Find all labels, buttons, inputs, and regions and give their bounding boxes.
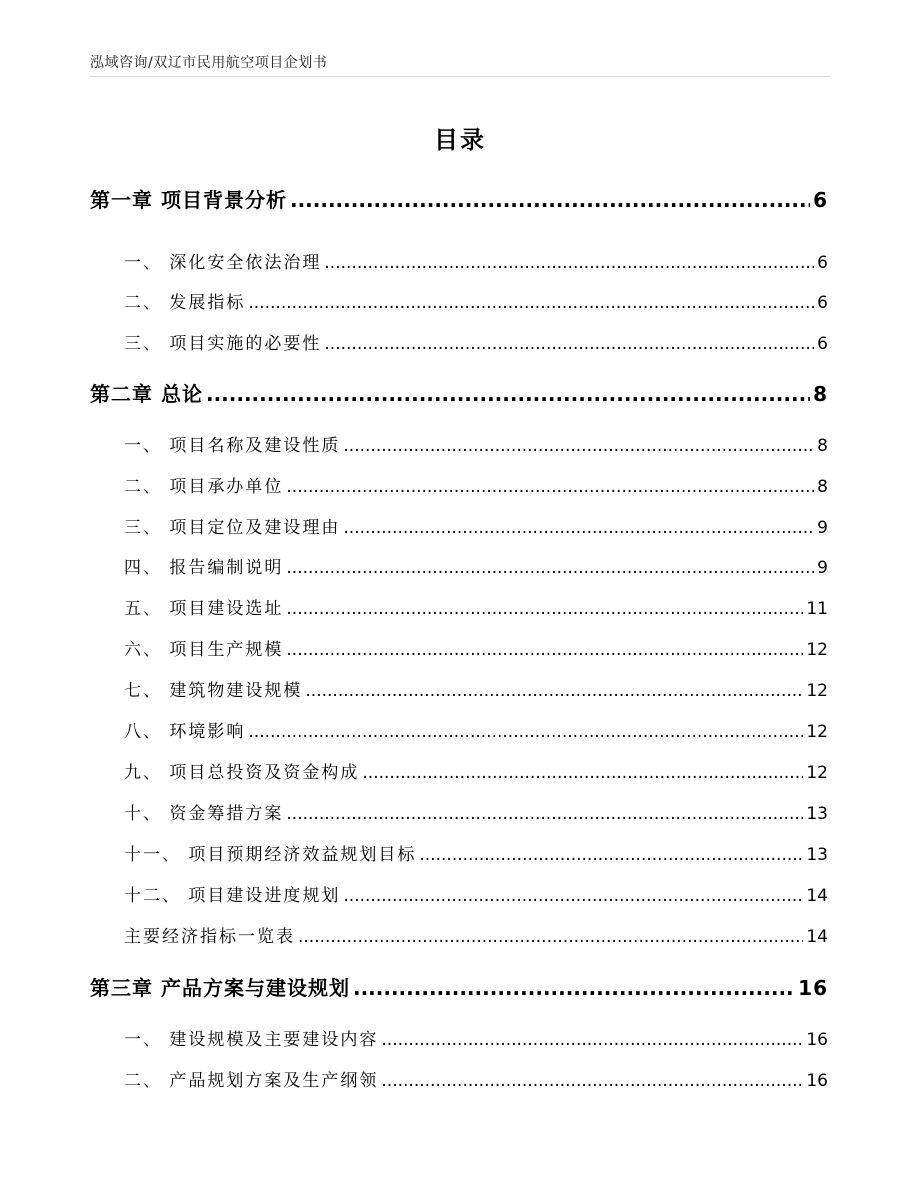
toc-page-number: 9 [817, 518, 828, 538]
toc-entry-label: 四、 报告编制说明 [124, 558, 284, 578]
toc-entry-label: 一、 项目名称及建设性质 [124, 436, 341, 456]
dot-leader [381, 1030, 803, 1050]
toc-section-1-3[interactable] [90, 329, 828, 354]
toc-entry-label: 主要经济指标一览表 [124, 927, 295, 947]
toc-page-number: 8 [817, 436, 828, 456]
toc-section-2-9[interactable] [90, 758, 828, 783]
toc-page-number: 6 [817, 293, 828, 313]
dot-leader [286, 477, 814, 497]
toc-entry-label: 二、 项目承办单位 [124, 477, 284, 497]
toc-entry-label: 第一章 项目背景分析 [90, 188, 287, 212]
header-divider [90, 76, 830, 77]
toc-page-number: 8 [817, 477, 828, 497]
dot-leader [353, 976, 795, 1000]
dot-leader [305, 681, 803, 701]
dot-leader [248, 722, 803, 742]
toc-chapter-3[interactable] [90, 972, 828, 1001]
toc-chapter-1[interactable] [90, 184, 828, 213]
toc-entry-label: 二、 发展指标 [124, 293, 246, 313]
toc-entry-label: 八、 环境影响 [124, 722, 246, 742]
dot-leader [286, 640, 803, 660]
toc-section-2-11[interactable] [90, 840, 828, 865]
toc-section-1-1[interactable] [90, 248, 828, 273]
toc-page-number: 12 [806, 763, 828, 783]
toc-section-2-10[interactable] [90, 799, 828, 824]
toc-page-number: 6 [817, 253, 828, 273]
toc-entry-label: 十二、 项目建设进度规划 [124, 886, 341, 906]
toc-entry-label: 三、 项目实施的必要性 [124, 334, 322, 354]
toc-entry-label: 三、 项目定位及建设理由 [124, 518, 341, 538]
dot-leader [286, 558, 814, 578]
dot-leader [419, 845, 803, 865]
dot-leader [206, 382, 810, 406]
toc-page-number: 13 [806, 845, 828, 865]
toc-page-number: 11 [806, 599, 828, 619]
toc-entry-label: 五、 项目建设选址 [124, 599, 284, 619]
dot-leader [343, 436, 814, 456]
toc-section-2-12[interactable] [90, 881, 828, 906]
toc-section-2-5[interactable] [90, 594, 828, 619]
dot-leader [343, 518, 814, 538]
dot-leader [248, 293, 814, 313]
running-header: 泓域咨询/双辽市民用航空项目企划书 [90, 55, 328, 71]
toc-page-number: 6 [813, 188, 828, 212]
toc-page-number: 12 [806, 640, 828, 660]
toc-entry-label: 二、 产品规划方案及生产纲领 [124, 1071, 379, 1091]
toc-section-3-2[interactable] [90, 1066, 828, 1091]
toc-entry-label: 十一、 项目预期经济效益规划目标 [124, 845, 417, 865]
toc-section-3-1[interactable] [90, 1025, 828, 1050]
toc-page-number: 12 [806, 722, 828, 742]
toc-entry-label: 七、 建筑物建设规模 [124, 681, 303, 701]
toc-entry-label: 一、 建设规模及主要建设内容 [124, 1030, 379, 1050]
toc-chapter-2[interactable] [90, 378, 828, 407]
toc-page-number: 6 [817, 334, 828, 354]
dot-leader [324, 334, 814, 354]
toc-section-2-7[interactable] [90, 676, 828, 701]
toc-page-number: 14 [806, 886, 828, 906]
toc-section-2-6[interactable] [90, 635, 828, 660]
toc-section-2-table[interactable] [90, 922, 828, 947]
toc-page-number: 16 [798, 976, 828, 1000]
dot-leader [286, 804, 803, 824]
dot-leader [381, 1071, 803, 1091]
dot-leader [324, 253, 814, 273]
toc-entry-label: 第三章 产品方案与建设规划 [90, 976, 350, 1000]
toc-entry-label: 六、 项目生产规模 [124, 640, 284, 660]
toc-section-1-2[interactable] [90, 288, 828, 313]
toc-section-2-8[interactable] [90, 717, 828, 742]
dot-leader [298, 927, 803, 947]
dot-leader [286, 599, 803, 619]
toc-entry-label: 十、 资金筹措方案 [124, 804, 284, 824]
toc-page-number: 16 [806, 1030, 828, 1050]
toc-section-2-2[interactable] [90, 472, 828, 497]
toc-page-number: 16 [806, 1071, 828, 1091]
dot-leader [290, 188, 810, 212]
toc-page-number: 14 [806, 927, 828, 947]
toc-entry-label: 第二章 总论 [90, 382, 203, 406]
toc-entry-label: 九、 项目总投资及资金构成 [124, 763, 360, 783]
dot-leader [362, 763, 803, 783]
toc-section-2-4[interactable] [90, 553, 828, 578]
toc-page-number: 9 [817, 558, 828, 578]
toc-page-number: 13 [806, 804, 828, 824]
toc-page-number: 8 [813, 382, 828, 406]
toc-section-2-1[interactable] [90, 431, 828, 456]
toc-entry-label: 一、 深化安全依法治理 [124, 253, 322, 273]
toc-section-2-3[interactable] [90, 513, 828, 538]
toc-page-number: 12 [806, 681, 828, 701]
dot-leader [343, 886, 803, 906]
page-title: 目录 [434, 126, 486, 154]
